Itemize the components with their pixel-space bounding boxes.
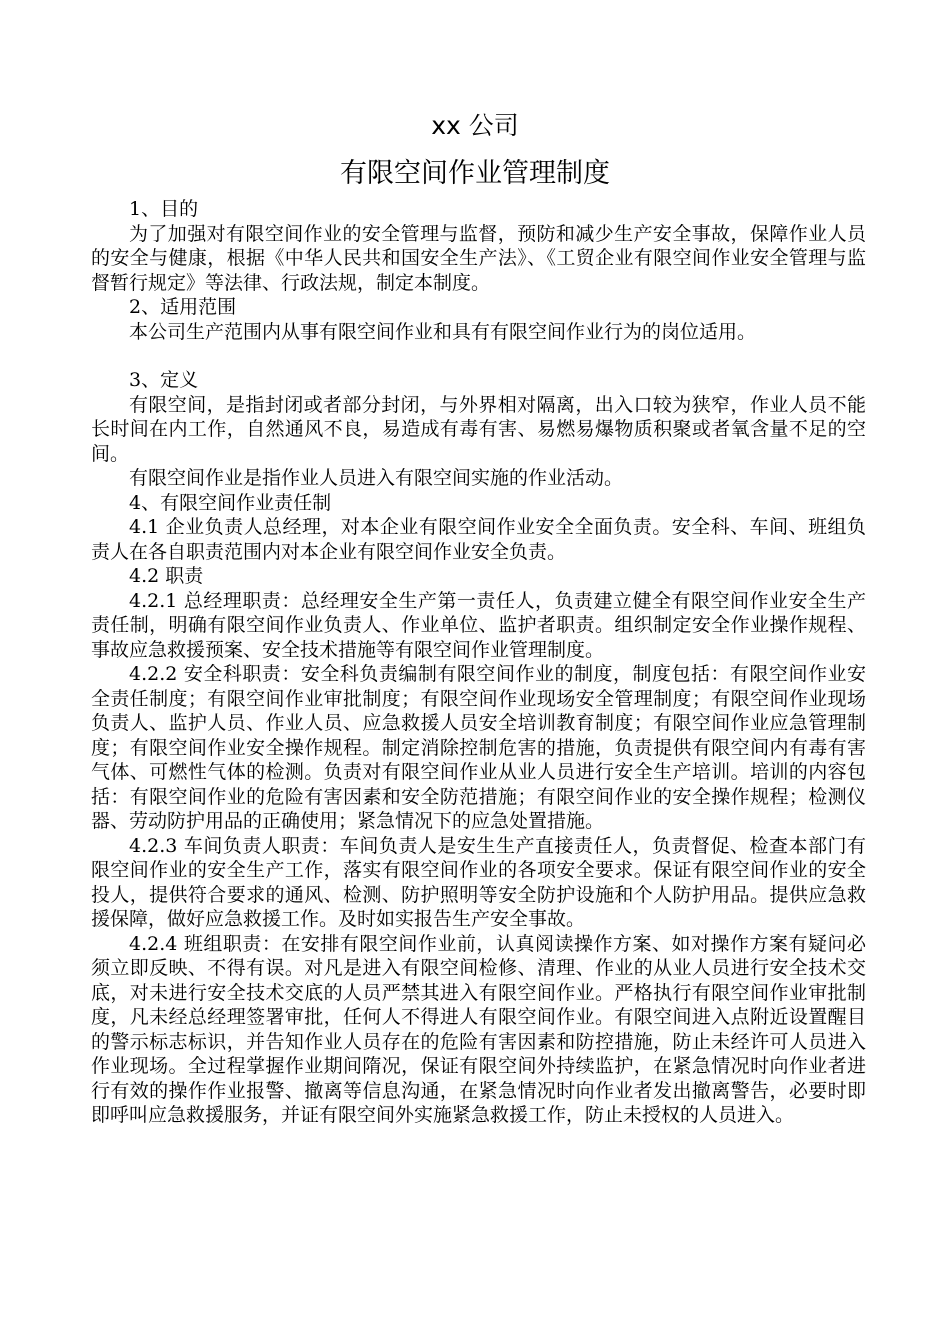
section-heading-purpose: 1、目的 [129,198,199,220]
section-heading-4-2: 4.2 职责 [129,565,204,587]
paragraph-purpose: 为了加强对有限空间作业的安全管理与监督，预防和减少生产安全事故，保障作业人员的安全与健康，根据《中华人民共和国安全生产法》、《工贸企业有限空间作业安全管理与监督暂行规定》等法律、行政法规，制定本制度。 [91,222,866,294]
section-heading-scope: 2、适用范围 [129,296,237,318]
document-body [91,197,866,1128]
document-title: 有限空间作业管理制度 [340,158,610,189]
section-heading-definition: 3、定义 [129,369,199,391]
paragraph-4-1: 4.1 企业负责人总经理，对本企业有限空间作业安全全面负责。安全科、车间、班组负责人在各自职责范围内对本企业有限空间作业安全负责。 [91,516,866,563]
paragraph-4-2-2: 4.2.2 安全科职责：安全科负责编制有限空间作业的制度，制度包括：有限空间作业安全责任制度；有限空间作业审批制度；有限空间作业现场安全管理制度；有限空间作业现场负责人、监护人员、作业人员、应急救援人员安全培训教育制度；有限空间作业应急管理制度；有限空间作业安全操作规程。制定消除控制危害的措施，负责提供有限空间内有毒有害气体、可燃性气体的检测。负责对有限空间作业从业人员进行安全生产培训。培训的内容包括：有限空间作业的危险有害因素和安全防范措施；有限空间作业的安全操作规程；检测仪器、劳动防护用品的正确使用；紧急情况下的应急处置措施。 [91,663,866,832]
company-name: xx 公司 [431,111,519,140]
paragraph-4-2-4: 4.2.4 班组职责：在安排有限空间作业前，认真阅读操作方案、如对操作方案有疑问必须立即反映、不得有误。对凡是进入有限空间检修、清理、作业的从业人员进行安全技术交底，对未进行安全技术交底的人员严禁其进入有限空间作业。严格执行有限空间作业审批制度，凡未经总经理签署审批，任何人不得进人有限空间作业。有限空间进入点附近设置醒目的警示标志标识，并告知作业人员存在的危险有害因素和防控措施，防止未经许可人员进入作业现场。全过程掌握作业期间隋况，保证有限空间外持续监护，在紧急情况时向作业者进行有效的操作作业报警、撤离等信息沟通，在紧急情况时向作业者发出撤离警告，必要时即即呼叫应急救援服务，并证有限空间外实施紧急救援工作，防止未授权的人员进入。 [91,932,866,1126]
section-heading-responsibility: 4、有限空间作业责任制 [129,491,332,514]
paragraph-definition-work: 有限空间作业是指作业人员进入有限空间实施的作业活动。 [129,467,624,489]
paragraph-4-2-1: 4.2.1 总经理职责：总经理安全生产第一责任人，负责建立健全有限空间作业安全生产责任制，明确有限空间作业负责人、作业单位、监护者职责。组织制定安全作业操作规程、事故应急救援预案、安全技术措施等有限空间作业管理制度。 [91,589,866,661]
paragraph-4-2-3: 4.2.3 车间负责人职责：车间负责人是安生生产直接责任人，负责督促、检查本部门有限空间作业的安全生产工作，落实有限空间作业的各项安全要求。保证有限空间作业的安全投人，提供符合要求的通风、检测、防护照明等安全防护设施和个人防护用品。提供应急救援保障，做好应急救援工作。及时如实报告生产安全事故。 [91,834,866,930]
paragraph-scope: 本公司生产范围内从事有限空间作业和具有有限空间作业行为的岗位适用。 [129,320,757,343]
paragraph-definition: 有限空间，是指封闭或者部分封闭，与外界相对隔离，出入口较为狭窄，作业人员不能长时间在内工作，自然通风不良，易造成有毒有害、易燃易爆物质积聚或者氧含量不足的空间。 [91,393,866,465]
